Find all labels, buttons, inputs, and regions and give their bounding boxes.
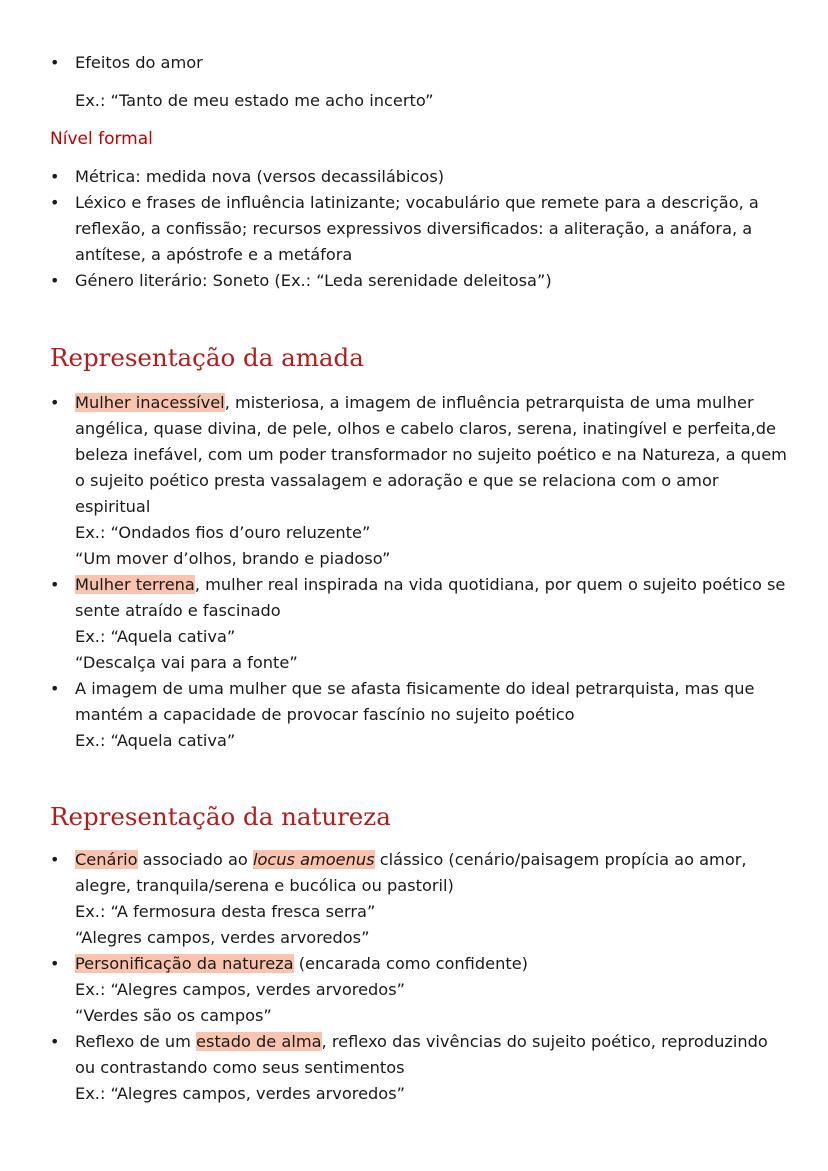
example-line: Ex.: “A fermosura desta fresca serra” (75, 902, 376, 921)
bullet-text: Género literário: Soneto (Ex.: “Leda serenidade deleitosa”) (75, 271, 552, 290)
example-line: “Verdes são os campos” (75, 1006, 272, 1025)
bullet-text: o sujeito poético presta vassalagem e adoração e que se relaciona com o amor (75, 471, 719, 490)
highlight: Personificação da natureza (75, 954, 294, 973)
bullet-text: espiritual (75, 497, 151, 516)
list-item (0, 676, 828, 754)
example-line: Ex.: “Tanto de meu estado me acho incerto” (75, 91, 434, 110)
list-item (0, 847, 828, 951)
bullet-text: angélica, quase divina, de pele, olhos e cabelo claros, serena, inatingível e perfeita,de (75, 419, 776, 438)
bullet-text: sente atraído e fascinado (75, 601, 281, 620)
list-item (0, 190, 828, 268)
bullet-text: (encarada como confidente) (293, 954, 528, 973)
bullet-text: , mulher real inspirada na vida quotidiana, por quem o sujeito poético se (194, 575, 786, 594)
bullet-icon: • (50, 954, 60, 973)
list-item (0, 572, 828, 676)
formal-level-heading: Nível formal (50, 129, 153, 149)
example-line: Ex.: “Alegres campos, verdes arvoredos” (75, 1084, 406, 1103)
bullet-icon: • (50, 1032, 60, 1051)
list-item (0, 164, 828, 190)
example-line: Ex.: “Ondados fios d’ouro reluzente” (75, 523, 371, 542)
example-line: “Um mover d’olhos, brando e piadoso” (75, 549, 391, 568)
example-line: “Alegres campos, verdes arvoredos” (75, 928, 370, 947)
list-item (0, 1029, 828, 1107)
example-line: Ex.: “Aquela cativa” (75, 731, 236, 750)
bullet-text: alegre, tranquila/serena e bucólica ou pastoril) (75, 876, 454, 895)
list-item (0, 50, 828, 76)
bullet-icon: • (50, 850, 60, 869)
highlight: Mulher inacessível (75, 393, 225, 412)
bullet-icon: • (50, 193, 60, 212)
bullet-text: clássico (cenário/paisagem propícia ao amor, (374, 850, 747, 869)
example-line: Ex.: “Alegres campos, verdes arvoredos” (75, 980, 406, 999)
bullet-text: , reflexo das vivências do sujeito poético, reproduzindo (321, 1032, 768, 1051)
list-item (0, 951, 828, 1029)
natureza-list (0, 847, 828, 1107)
bullet-icon: • (50, 575, 60, 594)
bullet-text: Efeitos do amor (75, 53, 203, 72)
highlight: estado de alma (196, 1032, 322, 1051)
list-item (0, 390, 828, 572)
bullet-icon: • (50, 53, 60, 72)
bullet-text: associado ao (137, 850, 253, 869)
highlight-italic: locus amoenus (252, 850, 375, 869)
bullet-text: mantém a capacidade de provocar fascínio no sujeito poético (75, 705, 575, 724)
highlight: Mulher terrena (75, 575, 195, 594)
bullet-text: antítese, a apóstrofe e a metáfora (75, 245, 353, 264)
bullet-icon: • (50, 167, 60, 186)
formal-list (0, 164, 828, 294)
bullet-text: A imagem de uma mulher que se afasta fisicamente do ideal petrarquista, mas que (75, 679, 755, 698)
bullet-text: ou contrastando como seus sentimentos (75, 1058, 405, 1077)
highlight: Cenário (75, 850, 138, 869)
example-line: “Descalça vai para a fonte” (75, 653, 298, 672)
effects-section (0, 50, 828, 114)
list-item (0, 268, 828, 294)
amada-heading: Representação da amada (50, 343, 364, 372)
bullet-text: reflexão, a confissão; recursos expressivos diversificados: a aliteração, a anáfora, a (75, 219, 753, 238)
bullet-text: Reflexo de um (75, 1032, 197, 1051)
bullet-text: beleza inefável, com um poder transformador no sujeito poético e na Natureza, a quem (75, 445, 787, 464)
amada-list (0, 390, 828, 754)
bullet-icon: • (50, 679, 60, 698)
natureza-heading: Representação da natureza (50, 802, 391, 831)
bullet-text: Métrica: medida nova (versos decassilábicos) (75, 167, 445, 186)
example-line: Ex.: “Aquela cativa” (75, 627, 236, 646)
bullet-text: Léxico e frases de influência latinizante; vocabulário que remete para a descrição, a (75, 193, 759, 212)
bullet-icon: • (50, 393, 60, 412)
bullet-icon: • (50, 271, 60, 290)
bullet-text: , misteriosa, a imagem de influência petrarquista de uma mulher (224, 393, 754, 412)
